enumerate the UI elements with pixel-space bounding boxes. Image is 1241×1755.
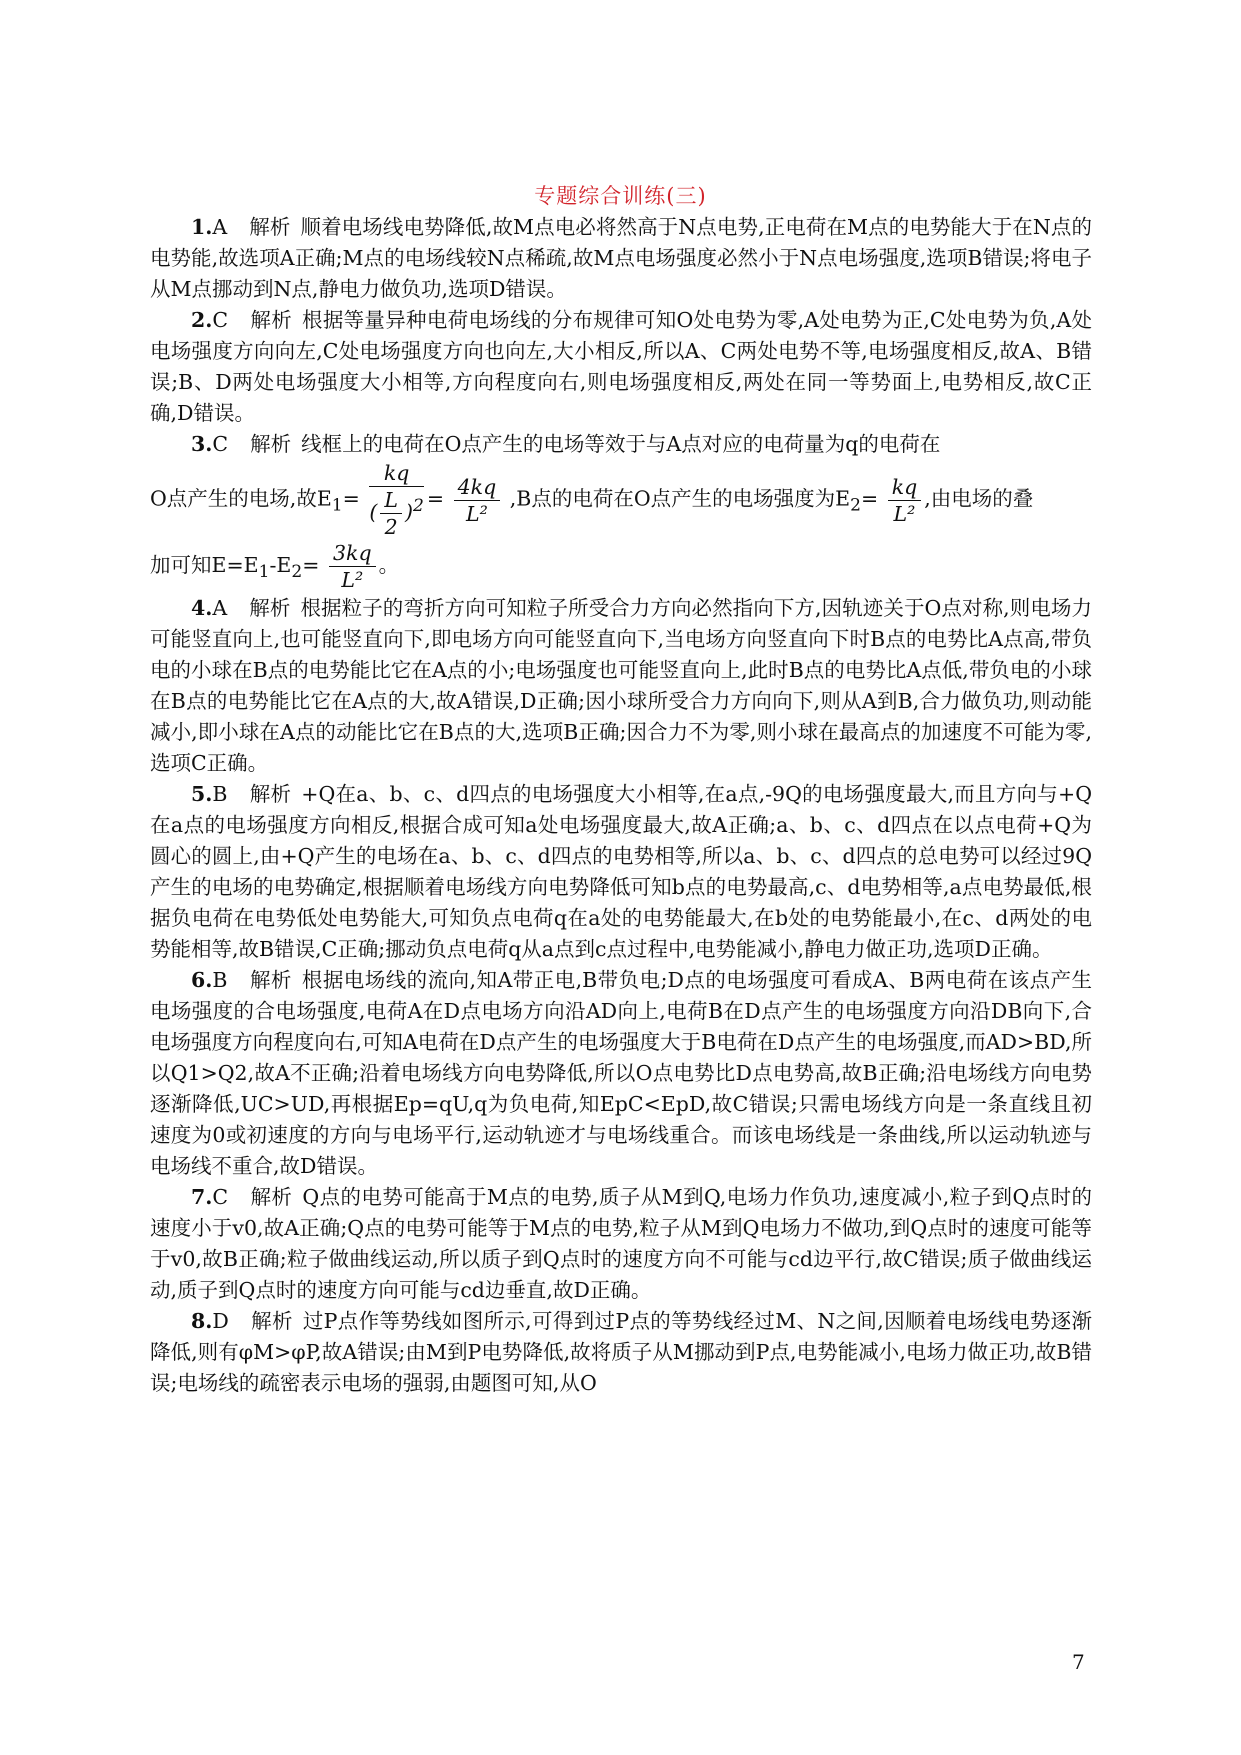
item-number: 5. (191, 782, 213, 806)
item-choice: C (212, 308, 229, 332)
answer-item-7 (150, 1182, 1092, 1306)
item-text: 过P点作等势线如图所示,可得到过P点的等势线经过M、N之间,因顺着电场线电势逐渐降低,则有φM>φP,故A错误;由M到P电势降低,故将质子从M挪动到P点,电势能减小,电场力做正功,故B错误;电场线的疏密表示电场的强弱,由题图可知,从O (150, 1309, 1093, 1395)
formula-sub: 2 (291, 562, 303, 583)
fraction-half (380, 487, 402, 540)
fraction-denominator: 2 (384, 515, 398, 539)
answer-item-2 (150, 305, 1092, 429)
item-text: 根据等量异种电荷电场线的分布规律可知O处电势为零,A处电势为正,C处电势为负,A处电场强度方向向左,C处电场强度方向也向左,大小相反,所以A、C两处电势不等,电场强度相反,故A、B错误;B、D两处电场强度大小相等,方向程度向右,则电场强度相反,两处在同一等势面上,电势相反,故C正确,D错误。 (150, 308, 1092, 425)
item-number: 7. (191, 1185, 213, 1209)
formula-eq: = (860, 486, 879, 511)
item-choice: C (212, 432, 229, 456)
formula-sub: 1 (258, 562, 270, 583)
item-choice: A (212, 215, 228, 239)
item-choice: B (212, 782, 228, 806)
fraction-denominator: ( $\frac{L}{2}$ )$^2$ (369, 488, 424, 539)
fraction-denominator: L² (465, 501, 488, 526)
item-number: 2. (191, 308, 213, 332)
item-text: 根据粒子的弯折方向可知粒子所受合力方向必然指向下方,因轨迹关于O点对称,则电场力可能竖直向上,也可能竖直向下,即电场方向可能竖直向下,当电场方向竖直向下时B点的电势比A点高,带负电的小球在B点的电势能比它在A点的小;电场强度也可能竖直向上,此时B点的电势比A点低,带负电的小球在B点的电势能比它在A点的大,故A错误,D正确;因小球所受合力方向向下,则从A到B,合力做负功,则动能减小,即小球在A点的动能比它在B点的大,选项B正确;因合力不为零,则小球在最高点的加速度不可能为零,选项C正确。 (150, 596, 1092, 775)
formula-eq: = (426, 486, 445, 511)
fraction-numerator: kq (888, 474, 922, 501)
formula-sub: 1 (331, 495, 343, 516)
item-number: 1. (191, 215, 213, 239)
formula-eq: = (302, 553, 320, 577)
answer-content (150, 212, 1092, 1399)
item-choice: A (212, 596, 228, 620)
item-choice: C (212, 1185, 229, 1209)
item-text: 根据电场线的流向,知A带正电,B带负电;D点的电场强度可看成A、B两电荷在该点产生电场强度的合电场强度,电荷A在D点电场方向沿AD向上,电荷B在D点产生的电场强度方向沿DB向下,合电场强度方向程度向右,可知A电荷在D点产生的电场强度大于B电荷在D点产生的电场强度,而AD>BD,所以Q1>Q2,故A不正确;沿着电场线方向电势降低,所以O点电势比D点电势高,故B正确;沿电场线方向电势逐渐降低,UC>UD,再根据Ep=qU,q为负电荷,知EpC<EpD,故C错误;只需电场线方向是一条直线且初速度为0或初速度的方向与电场平行,运动轨迹才与电场线重合。而该电场线是一条曲线,所以运动轨迹与电场线不重合,故D错误。 (150, 968, 1092, 1178)
item-tag: 解析 (250, 1185, 293, 1209)
item-text: +Q在a、b、c、d四点的电场强度大小相等,在a点,-9Q的电场强度最大,而且方向与+Q在a点的电场强度方向相反,根据合成可知a处电场强度最大,故A正确;a、b、c、d四点在以点电荷+Q为圆心的圆上,由+Q产生的电场在a、b、c、d四点的电势相等,所以a、b、c、d四点的总电势可以经过9Q产生的电场的电势确定,根据顺着电场线方向电势降低可知b点的电势最高,c、d电势相等,a点电势最低,根据负电荷在电势低处电势能大,可知负点电荷q在a处的电势能最大,在b处的电势能最小,在c、d两处的电势能相等,故B错误,C正确;挪动负点电荷q从a点到c点过程中,电势能减小,静电力做正功,选项D正确。 (150, 782, 1093, 961)
formula-text: ,B点的电荷在O点产生的电场强度为E (509, 486, 851, 511)
fraction-e (329, 540, 376, 593)
item-tag: 解析 (250, 432, 292, 456)
fraction-e2 (888, 474, 922, 527)
answer-item-1 (150, 212, 1092, 305)
item-choice: D (212, 1309, 229, 1333)
fraction-numerator: kq (369, 460, 424, 487)
formula-text: O点产生的电场,故E (150, 486, 332, 511)
formula-text: ,由电场的叠 (924, 486, 1034, 511)
formula-text: 加可知E=E (150, 553, 259, 577)
answer-item-8 (150, 1306, 1092, 1399)
formula-sub: 2 (850, 495, 861, 516)
fraction-power: 2 (413, 496, 424, 517)
page-title: 专题综合训练(三) (534, 184, 707, 208)
answer-item-6 (150, 965, 1092, 1182)
item-text: 顺着电场线电势降低,故M点电必将然高于N点电势,正电荷在M点的电势能大于在N点的电势能,故选项A正确;M点的电场线较N点稀疏,故M点电场强度必然小于N点电场强度,选项B错误;将电子从M点挪动到N点,静电力做负功,选项D错误。 (150, 215, 1092, 301)
item-text: 线框上的电荷在O点产生的电场等效于与A点对应的电荷量为q的电荷在 (301, 432, 941, 456)
answer-item-3 (150, 429, 1092, 460)
fraction-e1b (454, 474, 501, 527)
item-tag: 解析 (249, 596, 291, 620)
page-number: 7 (1072, 1650, 1085, 1674)
formula-text: -E (269, 553, 292, 577)
item-number: 3. (191, 432, 213, 456)
fraction-numerator: 3kq (329, 540, 376, 567)
item-tag: 解析 (250, 308, 293, 332)
fraction-denominator: L² (893, 501, 916, 526)
item-tag: 解析 (250, 1309, 293, 1333)
item-choice: B (212, 968, 228, 992)
formula-line-2 (150, 540, 1092, 593)
item-number: 8. (191, 1309, 213, 1333)
item-tag: 解析 (249, 968, 292, 992)
item-number: 6. (191, 968, 213, 992)
formula-text: 。 (378, 553, 400, 577)
fraction-e1 (369, 460, 424, 540)
fraction-numerator: 4kq (454, 474, 501, 501)
answer-item-4 (150, 593, 1092, 779)
item-tag: 解析 (249, 215, 291, 239)
item-text: Q点的电势可能高于M点的电势,质子从M到Q,电场力作负功,速度减小,粒子到Q点时的速度小于v0,故A正确;Q点的电势可能等于M点的电势,粒子从M到Q电场力不做功,到Q点时的速度可能等于v0,故B正确;粒子做曲线运动,所以质子到Q点时的速度方向不可能与cd边平行,故C错误;质子做曲线运动,质子到Q点时的速度方向可能与cd边垂直,故D正确。 (150, 1185, 1092, 1302)
item-number: 4. (191, 596, 213, 620)
formula-eq: = (342, 486, 360, 511)
formula-line-1 (150, 460, 1092, 540)
fraction-numerator: L (380, 487, 402, 514)
answer-item-5 (150, 779, 1092, 965)
fraction-denominator: L² (341, 568, 364, 592)
item-tag: 解析 (249, 782, 292, 806)
